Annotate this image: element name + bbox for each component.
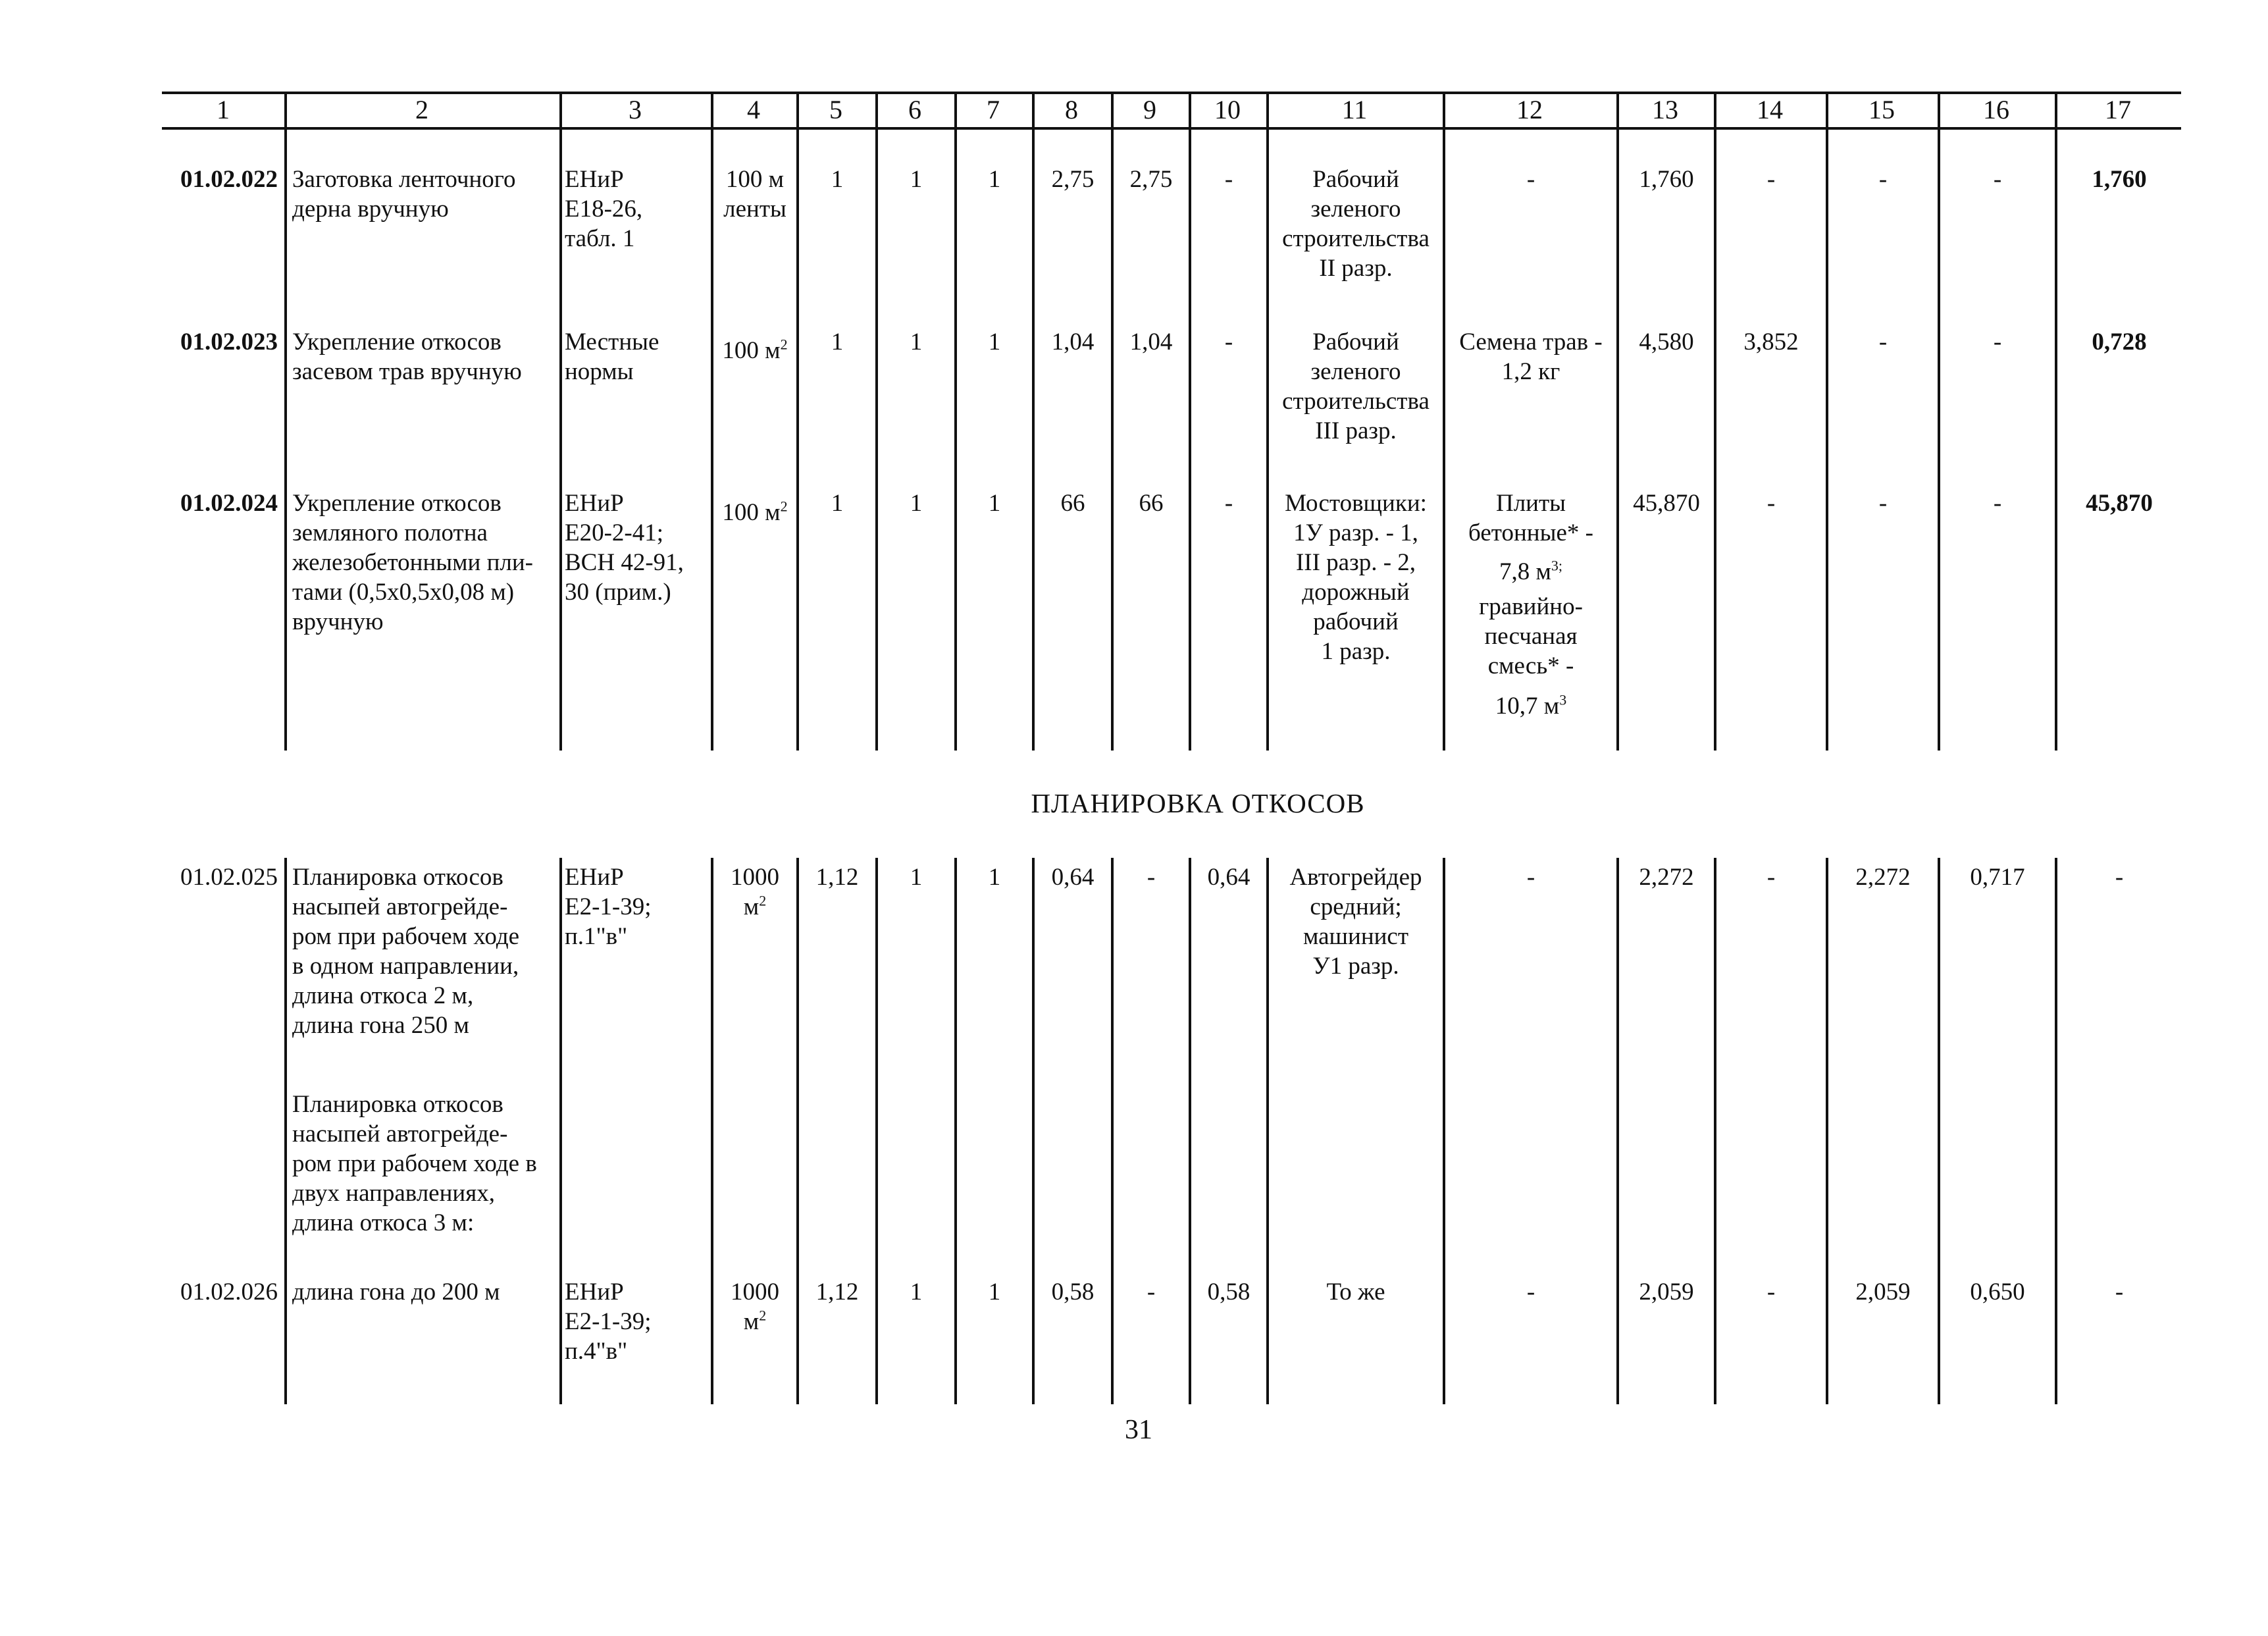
col10-value: 0,64 bbox=[1207, 864, 1250, 891]
norm-reference bbox=[565, 862, 708, 951]
text-line: ром при рабочем ходе в bbox=[292, 1150, 537, 1177]
unit bbox=[713, 862, 796, 922]
page-number: 31 bbox=[1125, 1415, 1152, 1445]
column-header: 7 bbox=[987, 95, 1000, 124]
text-line: зеленого bbox=[1310, 196, 1401, 223]
workers bbox=[1269, 862, 1443, 981]
text-line: II разр. bbox=[1319, 255, 1393, 282]
col-divider bbox=[875, 128, 878, 751]
text-line: строительства bbox=[1282, 225, 1430, 252]
text-line: Семена трав - bbox=[1459, 329, 1603, 356]
unit-text: 100 м bbox=[722, 499, 781, 526]
col-divider bbox=[284, 128, 287, 751]
col-divider bbox=[796, 128, 799, 751]
col9-value: - bbox=[1147, 864, 1156, 891]
unit-superscript: 2 bbox=[759, 1307, 767, 1324]
col-divider bbox=[1111, 858, 1114, 1404]
text-line: п.1"в" bbox=[565, 923, 628, 950]
unit-superscript: 2 bbox=[780, 336, 788, 353]
col14-value: - bbox=[1766, 490, 1776, 517]
col7-value: 1 bbox=[988, 329, 1001, 356]
column-header: 6 bbox=[908, 95, 921, 124]
row-code: 01.02.023 bbox=[180, 329, 278, 356]
col14-value: - bbox=[1766, 864, 1776, 891]
text-line: ЕНиР bbox=[565, 864, 624, 891]
col6-value: 1 bbox=[910, 166, 923, 193]
col10-value: - bbox=[1224, 329, 1233, 356]
col8-value: 0,58 bbox=[1051, 1279, 1095, 1306]
text-line: Планировка откосов bbox=[292, 1091, 503, 1118]
column-header: 9 bbox=[1143, 95, 1156, 124]
col15-value: 2,272 bbox=[1855, 864, 1911, 891]
text-line: вручную bbox=[292, 608, 384, 635]
column-header: 1 bbox=[217, 95, 230, 124]
text-line: - bbox=[1526, 1279, 1535, 1306]
text-line: тами (0,5x0,5x0,08 м) bbox=[292, 579, 515, 606]
text-line: бетонные* - bbox=[1468, 519, 1593, 546]
col5-value: 1,12 bbox=[815, 1279, 859, 1306]
col9-value: 2,75 bbox=[1129, 166, 1173, 193]
text-line: длина гона до 200 м bbox=[292, 1279, 500, 1306]
text-line: двух направлениях, bbox=[292, 1180, 495, 1207]
work-name bbox=[292, 862, 557, 1040]
norm-reference bbox=[565, 327, 708, 386]
col16-value: - bbox=[1993, 490, 2002, 517]
text-line: смесь* - bbox=[1487, 652, 1574, 679]
text-line: Укрепление откосов bbox=[292, 329, 502, 356]
work-name bbox=[292, 165, 557, 224]
unit-text: 100 м bbox=[722, 337, 781, 364]
col-divider bbox=[796, 858, 799, 1404]
col15-value: 2,059 bbox=[1855, 1279, 1911, 1306]
unit-text: м bbox=[743, 893, 760, 920]
work-name bbox=[292, 1090, 557, 1238]
unit-text: м bbox=[743, 1308, 760, 1335]
unit bbox=[713, 336, 796, 365]
text-line bbox=[713, 1307, 796, 1336]
text-line: 100 м bbox=[725, 166, 785, 193]
materials bbox=[1445, 488, 1616, 721]
col15-value: - bbox=[1878, 166, 1888, 193]
col15-value: - bbox=[1878, 490, 1888, 517]
col10-value: 0,58 bbox=[1207, 1279, 1250, 1306]
col17-value: 0,728 bbox=[2092, 329, 2147, 356]
text-line: Е2-1-39; bbox=[565, 893, 652, 920]
col17-value: 1,760 bbox=[2092, 166, 2147, 193]
work-name bbox=[292, 327, 557, 386]
col5-value: 1,12 bbox=[815, 864, 859, 891]
col9-value: - bbox=[1147, 1279, 1156, 1306]
text-line: Рабочий bbox=[1312, 166, 1399, 193]
col-divider bbox=[1032, 128, 1035, 751]
text-line: Плиты bbox=[1495, 490, 1566, 517]
column-header: 11 bbox=[1341, 95, 1368, 124]
text-line bbox=[713, 892, 796, 922]
text-line: То же bbox=[1326, 1279, 1385, 1306]
col-divider bbox=[875, 858, 878, 1404]
text-line: Е20-2-41; bbox=[565, 519, 664, 546]
col10-value: - bbox=[1224, 490, 1233, 517]
col6-value: 1 bbox=[910, 1279, 923, 1306]
workers bbox=[1269, 1277, 1443, 1307]
col14-value: - bbox=[1766, 166, 1776, 193]
column-header: 15 bbox=[1869, 95, 1895, 124]
workers bbox=[1269, 488, 1443, 666]
material-amount: 7,8 м bbox=[1499, 558, 1551, 585]
row-code: 01.02.025 bbox=[180, 864, 278, 891]
col16-value: - bbox=[1993, 329, 2002, 356]
col-divider bbox=[1714, 858, 1716, 1404]
text-line: У1 разр. bbox=[1312, 953, 1399, 980]
text-line: 1000 bbox=[731, 864, 779, 891]
col9-value: 66 bbox=[1139, 490, 1164, 517]
text-line: 30 (прим.) bbox=[565, 579, 671, 606]
col15-value: - bbox=[1878, 329, 1888, 356]
col8-value: 1,04 bbox=[1051, 329, 1095, 356]
col-divider bbox=[1189, 128, 1191, 751]
text-line: гравийно- bbox=[1479, 593, 1583, 620]
col13-value: 2,272 bbox=[1639, 864, 1694, 891]
text-line bbox=[1445, 691, 1616, 721]
col10-value: - bbox=[1224, 166, 1233, 193]
col5-value: 1 bbox=[831, 166, 844, 193]
col8-value: 66 bbox=[1060, 490, 1085, 517]
text-line: - bbox=[1526, 864, 1535, 891]
text-line: песчаная bbox=[1484, 623, 1578, 650]
column-header: 17 bbox=[2105, 95, 2131, 124]
col8-value: 2,75 bbox=[1051, 166, 1095, 193]
col-divider bbox=[1443, 858, 1445, 1404]
col-divider bbox=[954, 858, 957, 1404]
column-header: 8 bbox=[1065, 95, 1078, 124]
text-line: средний; bbox=[1310, 893, 1402, 920]
text-line: табл. 1 bbox=[565, 225, 635, 252]
col5-value: 1 bbox=[831, 490, 844, 517]
col6-value: 1 bbox=[910, 490, 923, 517]
work-name bbox=[292, 1277, 557, 1307]
materials bbox=[1445, 327, 1616, 386]
text-line: насыпей автогрейде- bbox=[292, 893, 508, 920]
unit bbox=[713, 165, 796, 224]
col-divider bbox=[1616, 128, 1619, 751]
text-line: п.4"в" bbox=[565, 1338, 628, 1365]
materials bbox=[1445, 1277, 1616, 1307]
col7-value: 1 bbox=[988, 490, 1001, 517]
text-line: рабочий bbox=[1313, 608, 1399, 635]
text-line: ВСН 42-91, bbox=[565, 549, 684, 576]
text-line: Местные bbox=[565, 329, 659, 356]
col8-value: 0,64 bbox=[1051, 864, 1095, 891]
col-divider bbox=[1111, 128, 1114, 751]
text-line: III разр. - 2, bbox=[1295, 549, 1416, 576]
col-divider bbox=[1616, 858, 1619, 1404]
text-line: дорожный bbox=[1302, 579, 1410, 606]
text-line: 1У разр. - 1, bbox=[1293, 519, 1418, 546]
text-line: Заготовка ленточного bbox=[292, 166, 516, 193]
norm-reference bbox=[565, 1277, 708, 1366]
unit-superscript: 2 bbox=[780, 498, 788, 515]
col13-value: 45,870 bbox=[1633, 490, 1700, 517]
text-line: Укрепление откосов bbox=[292, 490, 502, 517]
col9-value: 1,04 bbox=[1129, 329, 1173, 356]
unit bbox=[713, 1277, 796, 1336]
section-title: ПЛАНИРОВКА ОТКОСОВ bbox=[1031, 788, 1365, 818]
col-divider bbox=[1826, 128, 1828, 751]
text-line: 1 разр. bbox=[1321, 638, 1391, 665]
material-amount: 10,7 м bbox=[1495, 693, 1560, 720]
column-header: 4 bbox=[747, 95, 760, 124]
text-line: Е2-1-39; bbox=[565, 1308, 652, 1335]
materials bbox=[1445, 862, 1616, 892]
header-bottom-rule bbox=[162, 127, 2181, 130]
col13-value: 2,059 bbox=[1639, 1279, 1694, 1306]
text-line: земляного полотна bbox=[292, 519, 488, 546]
workers bbox=[1269, 165, 1443, 283]
col7-value: 1 bbox=[988, 166, 1001, 193]
norm-reference bbox=[565, 488, 708, 607]
text-line: ленты bbox=[723, 196, 786, 223]
col-divider bbox=[1826, 858, 1828, 1404]
col17-value: 45,870 bbox=[2086, 490, 2153, 517]
text-line: Е18-26, bbox=[565, 196, 643, 223]
col17-value: - bbox=[2115, 864, 2124, 891]
text-line bbox=[1445, 557, 1616, 587]
text-line: 1,2 кг bbox=[1501, 358, 1560, 385]
col16-value: 0,717 bbox=[1970, 864, 2025, 891]
text-line: Автогрейдер bbox=[1289, 864, 1422, 891]
column-header: 3 bbox=[629, 95, 642, 124]
col-divider bbox=[1938, 858, 1940, 1404]
workers bbox=[1269, 327, 1443, 446]
col-divider bbox=[2055, 858, 2057, 1404]
column-header: 2 bbox=[415, 95, 428, 124]
text-line: длина откоса 2 м, bbox=[292, 982, 474, 1009]
col-divider bbox=[1938, 128, 1940, 751]
text-line: ром при рабочем ходе bbox=[292, 923, 520, 950]
col-divider bbox=[559, 858, 562, 1404]
text-line: - bbox=[1526, 166, 1535, 193]
norm-reference bbox=[565, 165, 708, 253]
work-name bbox=[292, 488, 557, 637]
col17-value: - bbox=[2115, 1279, 2124, 1306]
row-code: 01.02.022 bbox=[180, 166, 278, 193]
col-divider bbox=[1189, 858, 1191, 1404]
column-header: 14 bbox=[1757, 95, 1783, 124]
text-line: ЕНиР bbox=[565, 1279, 624, 1306]
unit-superscript: 3; bbox=[1551, 557, 1563, 574]
col13-value: 4,580 bbox=[1639, 329, 1694, 356]
unit bbox=[713, 498, 796, 527]
text-line: машинист bbox=[1302, 923, 1409, 950]
col-divider bbox=[2055, 128, 2057, 751]
unit-superscript: 2 bbox=[759, 892, 767, 909]
text-line: дерна вручную bbox=[292, 196, 449, 223]
column-header: 13 bbox=[1652, 95, 1678, 124]
col-divider bbox=[1714, 128, 1716, 751]
text-line: Планировка откосов bbox=[292, 864, 503, 891]
text-line: зеленого bbox=[1310, 358, 1401, 385]
text-line: Мостовщики: bbox=[1285, 490, 1427, 517]
text-line: ЕНиР bbox=[565, 490, 624, 517]
text-line: Рабочий bbox=[1312, 329, 1399, 356]
col7-value: 1 bbox=[988, 864, 1001, 891]
text-line: засевом трав вручную bbox=[292, 358, 522, 385]
column-header: 12 bbox=[1516, 95, 1543, 124]
col-divider bbox=[954, 128, 957, 751]
text-line: длина откоса 3 м: bbox=[292, 1209, 475, 1236]
text-line: 1000 bbox=[731, 1279, 779, 1306]
row-code: 01.02.026 bbox=[180, 1279, 278, 1306]
col6-value: 1 bbox=[910, 864, 923, 891]
materials bbox=[1445, 165, 1616, 194]
text-line: строительства bbox=[1282, 388, 1430, 415]
row-code: 01.02.024 bbox=[180, 490, 278, 517]
col16-value: 0,650 bbox=[1970, 1279, 2025, 1306]
text-line: длина гона 250 м bbox=[292, 1012, 469, 1039]
text-line: в одном направлении, bbox=[292, 953, 519, 980]
column-header: 10 bbox=[1214, 95, 1241, 124]
col13-value: 1,760 bbox=[1639, 166, 1694, 193]
column-header: 5 bbox=[829, 95, 842, 124]
text-line: нормы bbox=[565, 358, 634, 385]
col-divider bbox=[1032, 858, 1035, 1404]
col-divider bbox=[559, 128, 562, 751]
text-line: III разр. bbox=[1315, 417, 1397, 444]
col14-value: - bbox=[1766, 1279, 1776, 1306]
col16-value: - bbox=[1993, 166, 2002, 193]
col7-value: 1 bbox=[988, 1279, 1001, 1306]
text-line: ЕНиР bbox=[565, 166, 624, 193]
col-divider bbox=[284, 858, 287, 1404]
col5-value: 1 bbox=[831, 329, 844, 356]
col14-value: 3,852 bbox=[1743, 329, 1799, 356]
text-line: железобетонными пли- bbox=[292, 549, 533, 576]
col6-value: 1 bbox=[910, 329, 923, 356]
column-header: 16 bbox=[1983, 95, 2009, 124]
text-line: насыпей автогрейде- bbox=[292, 1121, 508, 1148]
unit-superscript: 3 bbox=[1559, 691, 1567, 708]
